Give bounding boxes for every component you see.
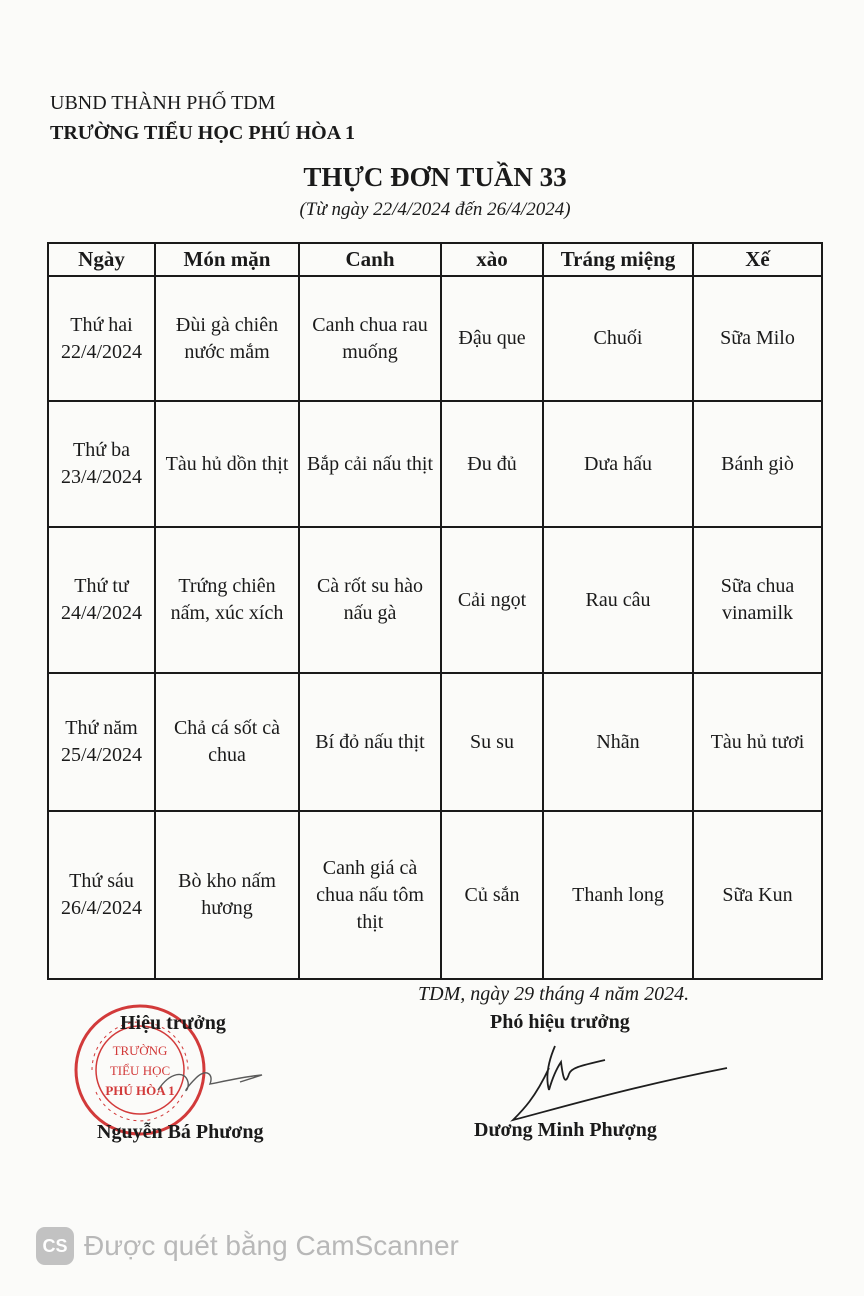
snack-cell: Bánh giò: [693, 401, 822, 527]
vice-principal-signature-icon: [505, 1038, 735, 1128]
camscanner-logo-icon: CS: [36, 1227, 74, 1265]
stir-fry-cell: Su su: [441, 673, 543, 811]
soup-cell: Cà rốt su hào nấu gà: [299, 527, 441, 673]
snack-cell: Sữa chua vinamilk: [693, 527, 822, 673]
column-header-dessert: Tráng miệng: [543, 243, 693, 276]
day-cell: [48, 276, 155, 401]
stamp-line-1: TRƯỜNG: [112, 1043, 168, 1058]
stir-fry-cell: Đu đủ: [441, 401, 543, 527]
snack-cell: Sữa Kun: [693, 811, 822, 979]
camscanner-text: Được quét bằng CamScanner: [84, 1230, 459, 1261]
soup-cell: Canh giá cà chua nấu tôm thịt: [299, 811, 441, 979]
day-label: Thứ năm: [65, 717, 138, 739]
day-cell: [48, 401, 155, 527]
main-dish-cell: Tàu hủ dồn thịt: [155, 401, 299, 527]
day-cell: [48, 527, 155, 673]
main-dish-cell: Bò kho nấm hương: [155, 811, 299, 979]
place-and-date: TDM, ngày 29 tháng 4 năm 2024.: [418, 983, 690, 1005]
main-dish-cell: Trứng chiên nấm, xúc xích: [155, 527, 299, 673]
column-header-main-dish: Món mặn: [155, 243, 299, 276]
dessert-cell: Thanh long: [543, 811, 693, 979]
table-row: [48, 673, 822, 811]
day-date: 23/4/2024: [60, 466, 143, 488]
dessert-cell: Chuối: [543, 276, 693, 401]
snack-cell: Tàu hủ tươi: [693, 673, 822, 811]
principal-title: Hiệu trưởng: [120, 1012, 226, 1034]
column-header-day: Ngày: [48, 243, 155, 276]
date-range: (Từ ngày 22/4/2024 đến 26/4/2024): [299, 199, 571, 220]
column-header-stir-fry: xào: [441, 243, 543, 276]
snack-cell: Sữa Milo: [693, 276, 822, 401]
soup-cell: Bí đỏ nấu thịt: [299, 673, 441, 811]
day-label: Thứ sáu: [69, 870, 134, 892]
dessert-cell: Nhãn: [543, 673, 693, 811]
day-label: Thứ ba: [73, 439, 130, 461]
authority-name: UBND THÀNH PHỐ TDM: [50, 92, 276, 114]
weekly-menu-table: [47, 242, 823, 980]
day-date: 24/4/2024: [60, 602, 143, 624]
day-label: Thứ hai: [70, 313, 133, 336]
table-row: [48, 276, 822, 401]
stir-fry-cell: Đậu que: [441, 276, 543, 401]
stamp-line-3: PHÚ HÒA 1: [105, 1083, 175, 1098]
column-header-snack: Xế: [693, 243, 822, 276]
day-date: 25/4/2024: [60, 744, 143, 766]
camscanner-watermark: [36, 1226, 459, 1266]
table-row: [48, 401, 822, 527]
day-cell: [48, 811, 155, 979]
day-cell: [48, 673, 155, 811]
vice-principal-title: Phó hiệu trưởng: [490, 1011, 630, 1033]
table-row: [48, 811, 822, 979]
soup-cell: Bắp cải nấu thịt: [299, 401, 441, 527]
main-dish-cell: Đùi gà chiên nước mắm: [155, 276, 299, 401]
stamp-line-2: TIỂU HỌC: [109, 1063, 171, 1078]
school-name: TRƯỜNG TIỂU HỌC PHÚ HÒA 1: [50, 122, 356, 144]
dessert-cell: Rau câu: [543, 527, 693, 673]
principal-name: Nguyễn Bá Phương: [97, 1121, 264, 1143]
soup-cell: Canh chua rau muống: [299, 276, 441, 401]
document-title: THỰC ĐƠN TUẦN 33: [303, 162, 567, 192]
vice-principal-name: Dương Minh Phượng: [474, 1119, 657, 1141]
column-header-soup: Canh: [299, 243, 441, 276]
stir-fry-cell: Củ sắn: [441, 811, 543, 979]
stir-fry-cell: Cải ngọt: [441, 527, 543, 673]
day-date: 22/4/2024: [60, 340, 143, 363]
table-row: [48, 527, 822, 673]
main-dish-cell: Chả cá sốt cà chua: [155, 673, 299, 811]
day-label: Thứ tư: [74, 575, 129, 597]
dessert-cell: Dưa hấu: [543, 401, 693, 527]
day-date: 26/4/2024: [60, 897, 143, 919]
table-header-row: [48, 243, 822, 276]
